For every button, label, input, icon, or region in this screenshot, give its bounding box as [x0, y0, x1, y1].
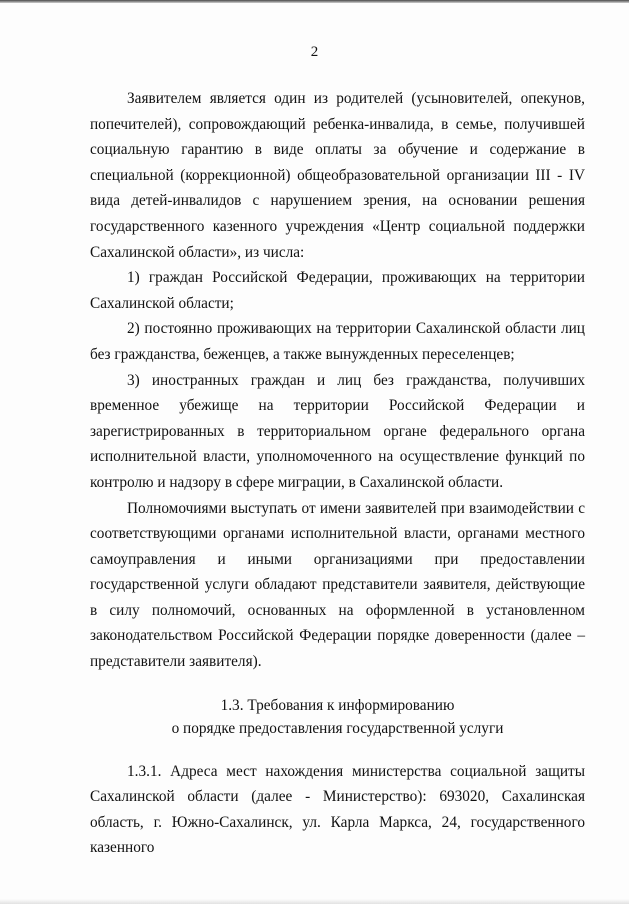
list-item-1: 1) граждан Российской Федерации, проживающих на территории Сахалинской области; [90, 269, 585, 312]
addresses-paragraph: 1.3.1. Адреса мест нахождения министерства социальной защиты Сахалинской области (далее - Министерство): 693020, Сахалинская область, г. Южно-Сахалинск, ул. Карла Маркса, 24, государственного казенного [90, 762, 585, 857]
section-heading-line-2: о порядке предоставления государственной услуги [171, 719, 504, 737]
page-number: 2 [310, 44, 319, 60]
document-body [90, 86, 585, 861]
scan-top-edge [0, 0, 629, 3]
spacer [90, 675, 585, 694]
applicant-paragraph: Заявителем является один из родителей (усыновителей, опекунов, попечителей), сопровождающий ребенка-инвалида, в семье, получившей социальную гарантию в виде оплаты за обучение и содержание в специальной (коррекционной) общеобразовательной организации III - IV вида детей-инвалидов с нарушением зрения, на основании решения государственного казенного учреждения «Центр социальной поддержки Сахалинской области», из числа: [90, 90, 585, 261]
spacer [90, 740, 585, 759]
section-heading-line-1: 1.3. Требования к информированию [220, 696, 455, 714]
list-item-2: 2) постоянно проживающих на территории Сахалинской области лиц без гражданства, беженцев, а также вынужденных переселенцев; [90, 320, 585, 363]
representatives-paragraph: Полномочиями выступать от имени заявителей при взаимодействии с соответствующими органами исполнительной власти, органами местного самоуправления и иными организациями при предоставлении государственной услуги обладают представители заявителя, действующие в силу полномочий, основанных на оформленной в установленном законодательством Российской Федерации порядке доверенности (далее – представители заявителя). [90, 499, 585, 671]
scan-bottom-edge [0, 899, 629, 904]
list-item-3: 3) иностранных граждан и лиц без гражданства, получивших временное убежище на территории Российской Федерации и зарегистрированных в территориальном органе федерального органа исполнительной власти, уполномоченного на осуществление функций по контролю и надзору в сфере миграции, в Сахалинской области. [90, 371, 585, 491]
